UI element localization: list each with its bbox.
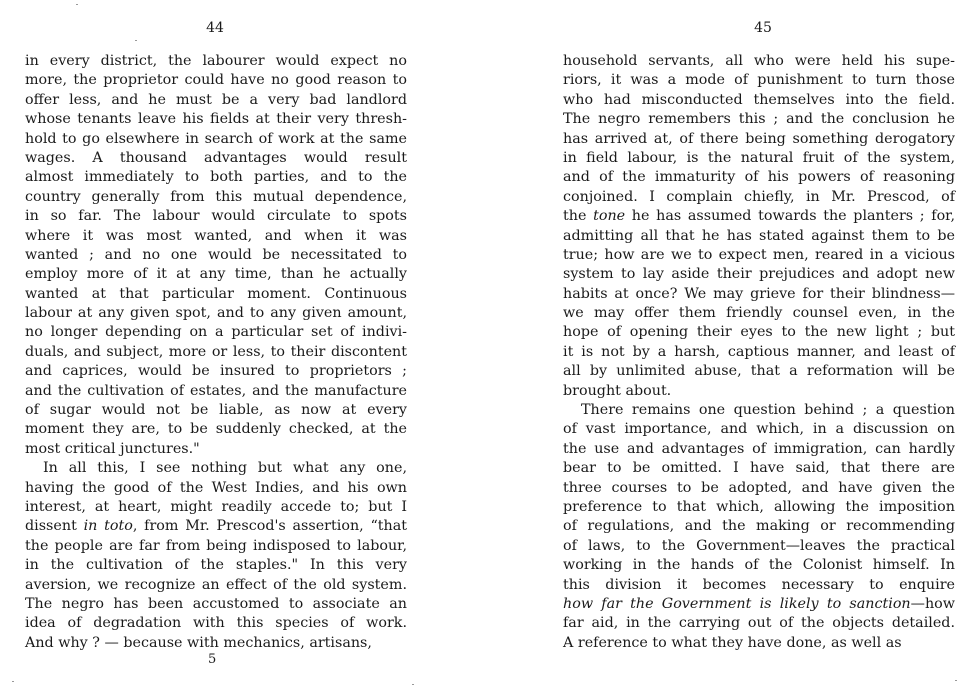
text-line: the use and advantages of immigration, can hardly bbox=[563, 440, 955, 457]
text-line: the tone he has assumed towards the planters ; for, bbox=[563, 208, 955, 225]
text-line: and caprices, would be insured to proprietors ; bbox=[25, 363, 407, 380]
text-line: labour at any given spot, and to any given amount, bbox=[25, 305, 407, 322]
scan-speck bbox=[135, 40, 137, 41]
text-line: how far the Government is likely to sanction—how bbox=[563, 595, 955, 612]
right-page bbox=[490, 0, 980, 686]
text-line: and of the immaturity of his powers of reasoning bbox=[563, 169, 955, 186]
text-line: riors, it was a mode of punishment to turn those bbox=[563, 72, 955, 89]
text-line: it is not by a harsh, captious manner, and least of bbox=[563, 343, 955, 360]
text-line: in so far. The labour would circulate to spots bbox=[25, 208, 407, 225]
text-line: employ more of it at any time, than he actually bbox=[25, 266, 407, 283]
text-line: household servants, all who were held his supe- bbox=[563, 53, 955, 69]
text-line: aversion, we recognize an effect of the old system. bbox=[25, 576, 407, 593]
text-line: brought about. bbox=[563, 382, 672, 399]
text-line: idea of degradation with this species of work. bbox=[25, 615, 407, 632]
italic-text: how far the Government is likely to sanction bbox=[563, 595, 911, 612]
scan-speck bbox=[955, 680, 957, 681]
text-line: system to lay aside their prejudices and adopt new bbox=[563, 266, 955, 283]
text-line: of sugar would not be liable, as now at every bbox=[25, 402, 407, 419]
text-line: who had misconducted themselves into the field. bbox=[563, 91, 955, 108]
scan-speck bbox=[412, 684, 414, 685]
text-line: has arrived at, of there being something derogatory bbox=[563, 130, 955, 147]
text-line: in field labour, is the natural fruit of the system, bbox=[563, 149, 955, 166]
text-line: interest, at heart, might readily accede to; but I bbox=[25, 498, 407, 515]
text-line: of regulations, and the making or recommending bbox=[563, 518, 955, 535]
text-line: moment they are, to be suddenly checked, at the bbox=[25, 421, 407, 438]
text-line: bear to be omitted. I have said, that there are bbox=[563, 460, 955, 477]
text-line: more, the proprietor could have no good reason to bbox=[25, 72, 407, 89]
text-line: wanted at that particular moment. Continuous bbox=[25, 285, 407, 302]
text-line: and the cultivation of estates, and the manufacture bbox=[25, 382, 407, 399]
text-line: A reference to what they have done, as well as bbox=[563, 634, 902, 651]
text-line: offer less, and he must be a very bad landlord bbox=[25, 91, 407, 108]
text-line: having the good of the West Indies, and his own bbox=[25, 479, 407, 496]
text-line: hold to go elsewhere in search of work at the same bbox=[25, 130, 407, 147]
text-line: The negro has been accustomed to associate an bbox=[25, 595, 407, 612]
text-line: dissent in toto, from Mr. Prescod's assertion, “that bbox=[25, 518, 408, 535]
page-number: 45 bbox=[754, 20, 772, 36]
page-body-text bbox=[563, 52, 955, 653]
text-line: in the cultivation of the staples." In this very bbox=[25, 557, 407, 574]
text-line: admitting all that he has stated against them to be bbox=[563, 227, 955, 244]
text-line: The negro remembers this ; and the conclusion he bbox=[563, 111, 955, 128]
text-line: almost immediately to both parties, and to the bbox=[25, 169, 407, 186]
text-line: wanted ; and no one would be necessitated to bbox=[25, 246, 407, 263]
text-line: There remains one question behind ; a question bbox=[581, 402, 955, 419]
text-line: In all this, I see nothing but what any one, bbox=[43, 460, 407, 477]
text-line: preference to that which, allowing the imposition bbox=[563, 498, 955, 515]
text-line: of laws, to the Government—leaves the practical bbox=[563, 537, 955, 554]
text-line: true; how are we to expect men, reared in a vicious bbox=[563, 246, 955, 263]
text-line: And why ? — because with mechanics, artisans, bbox=[25, 634, 372, 651]
text-line: conjoined. I complain chiefly, in Mr. Prescod, of bbox=[563, 188, 955, 205]
text-line: of vast importance, and which, in a discussion on bbox=[563, 421, 955, 438]
text-line: no longer depending on a particular set of indivi- bbox=[25, 324, 407, 341]
page-body-text bbox=[25, 52, 407, 653]
text-line: most critical junctures." bbox=[25, 440, 200, 457]
text-line: we may offer them friendly counsel even, in the bbox=[563, 305, 955, 322]
scan-speck bbox=[76, 4, 78, 5]
text-line: all by unlimited abuse, that a reformation will be bbox=[563, 363, 955, 380]
page-number: 44 bbox=[206, 20, 224, 36]
italic-text: in toto bbox=[83, 518, 133, 535]
text-line: in every district, the labourer would expect no bbox=[25, 53, 407, 69]
text-line: this division it becomes necessary to enquire bbox=[563, 576, 955, 593]
signature-mark: 5 bbox=[208, 652, 217, 667]
text-line: duals, and subject, more or less, to their discontent bbox=[25, 343, 407, 360]
text-line: whose tenants leave his fields at their very thresh- bbox=[25, 111, 407, 128]
text-line: working in the hands of the Colonist himself. In bbox=[563, 557, 955, 574]
text-line: wages. A thousand advantages would result bbox=[25, 149, 407, 166]
text-line: three courses to be adopted, and have given the bbox=[563, 479, 955, 496]
text-line: far aid, in the carrying out of the objects detailed. bbox=[563, 615, 955, 632]
scan-speck bbox=[12, 681, 14, 682]
text-line: the people are far from being indisposed to labour, bbox=[25, 537, 407, 554]
text-line: habits at once? We may grieve for their blindness— bbox=[563, 285, 955, 302]
text-line: where it was most wanted, and when it was bbox=[25, 227, 407, 244]
italic-text: tone bbox=[593, 208, 626, 225]
text-line: hope of opening their eyes to the new light ; but bbox=[563, 324, 955, 341]
text-line: country generally from this mutual dependence, bbox=[25, 188, 407, 205]
